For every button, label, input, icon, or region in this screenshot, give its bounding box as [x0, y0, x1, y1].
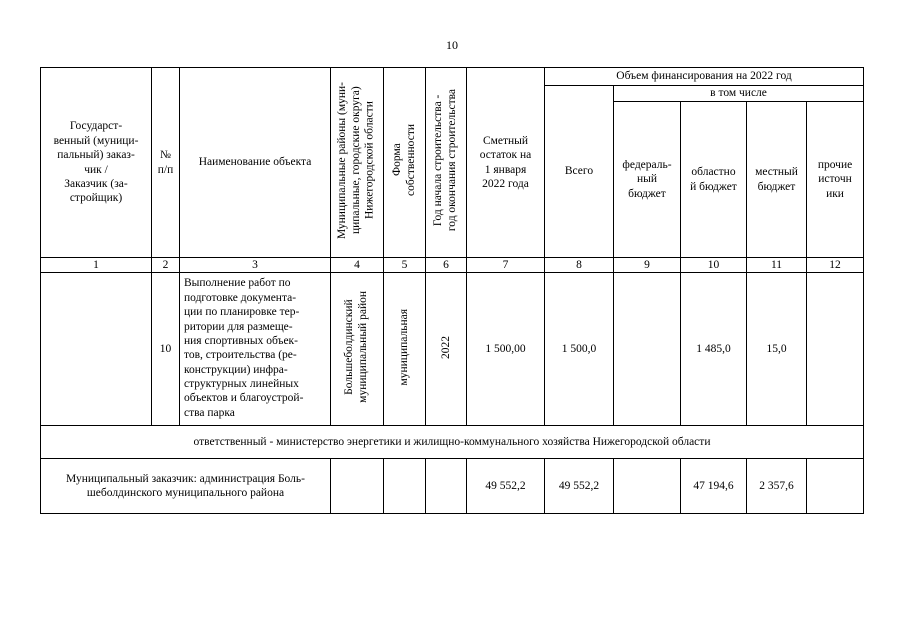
- header-other: прочие источн ики: [807, 102, 864, 258]
- row-years: [426, 273, 467, 426]
- column-number: 11: [747, 258, 807, 273]
- summary-row: [41, 459, 864, 514]
- column-number: 4: [331, 258, 384, 273]
- row-ownership: [384, 273, 426, 426]
- header-object-name: Наименование объекта: [180, 68, 331, 258]
- column-number: 9: [614, 258, 681, 273]
- responsible-row: [41, 426, 864, 459]
- row-local: 15,0: [747, 273, 807, 426]
- row-district-text: Большеболдинский муниципальный район: [343, 291, 369, 404]
- header-customer: Государст- венный (муници- пальный) заказ- чик / Заказчик (за- стройщик): [41, 68, 152, 258]
- header-ownership: [384, 68, 426, 258]
- row-total: 1 500,0: [545, 273, 614, 426]
- responsible-text: ответственный - министерство энергетики и жилищно-коммунального хозяйства Нижегородской области: [41, 426, 864, 459]
- column-number-row: [41, 258, 864, 273]
- table-row: [41, 273, 864, 426]
- header-funding-volume: Объем финансирования на 2022 год: [545, 68, 864, 86]
- header-municipal-districts: [331, 68, 384, 258]
- row-years-text: 2022: [439, 335, 452, 359]
- summary-empty: [331, 459, 384, 514]
- summary-local: 2 357,6: [747, 459, 807, 514]
- column-number: 8: [545, 258, 614, 273]
- header-local: местный бюджет: [747, 102, 807, 258]
- row-regional: 1 485,0: [681, 273, 747, 426]
- column-number: 10: [681, 258, 747, 273]
- summary-regional: 47 194,6: [681, 459, 747, 514]
- summary-label: Муниципальный заказчик: администрация Боль- шеболдинского муниципального района: [41, 459, 331, 514]
- header-municipal-districts-text: Муниципальные районы (муни- ципальные, городские округа) Нижегородской области: [336, 81, 376, 239]
- row-district: [331, 273, 384, 426]
- row-customer: [41, 273, 152, 426]
- summary-estimate: 49 552,2: [467, 459, 545, 514]
- row-federal: [614, 273, 681, 426]
- header-row-1: [41, 68, 864, 86]
- funding-table: [40, 67, 864, 514]
- row-object-name: Выполнение работ по подготовке документа- ции по планировке тер- ритории для размеще- ния спортивных объек- тов, строительства (ре- конструкции) инфра- структурных линейных объектов и благоустрой- ства парка: [180, 273, 331, 426]
- row-other: [807, 273, 864, 426]
- summary-federal: [614, 459, 681, 514]
- column-number: 5: [384, 258, 426, 273]
- header-federal: федераль- ный бюджет: [614, 102, 681, 258]
- column-number: 3: [180, 258, 331, 273]
- column-number: 12: [807, 258, 864, 273]
- summary-other: [807, 459, 864, 514]
- summary-total: 49 552,2: [545, 459, 614, 514]
- row-ownership-text: муниципальная: [398, 308, 411, 386]
- header-num: № п/п: [152, 68, 180, 258]
- page-number: 10: [446, 38, 458, 52]
- row-estimate: 1 500,00: [467, 273, 545, 426]
- header-years-text: Год начала строительства - год окончания строительства: [432, 89, 458, 232]
- column-number: 1: [41, 258, 152, 273]
- summary-empty: [426, 459, 467, 514]
- row-num: 10: [152, 273, 180, 426]
- summary-empty: [384, 459, 426, 514]
- header-estimate-balance: Сметный остаток на 1 января 2022 года: [467, 68, 545, 258]
- header-including: в том числе: [614, 86, 864, 102]
- header-total: Всего: [545, 86, 614, 258]
- header-ownership-text: Форма собственности: [390, 124, 417, 197]
- column-number: 2: [152, 258, 180, 273]
- header-regional: областно й бюджет: [681, 102, 747, 258]
- column-number: 6: [426, 258, 467, 273]
- column-number: 7: [467, 258, 545, 273]
- header-years: [426, 68, 467, 258]
